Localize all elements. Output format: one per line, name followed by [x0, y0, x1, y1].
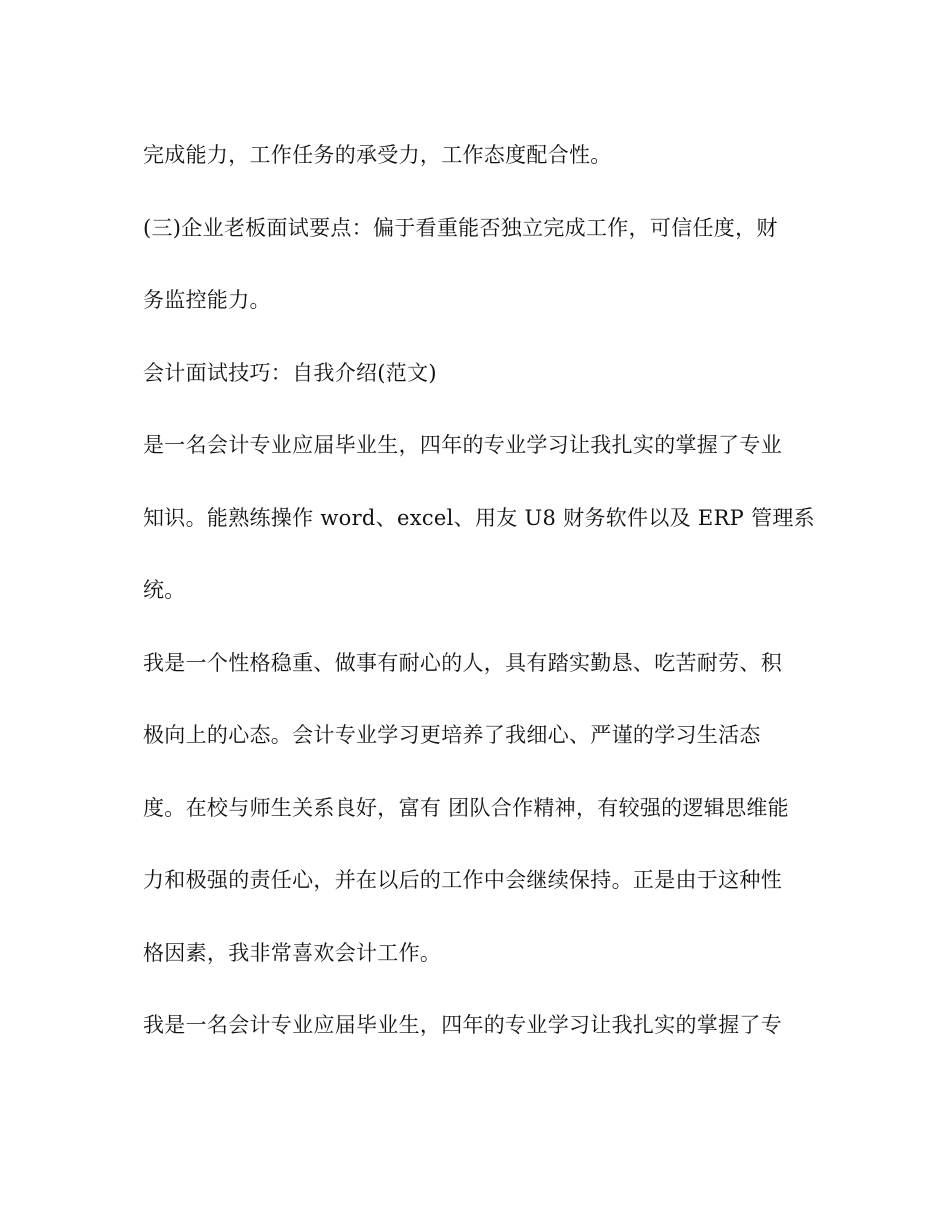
text-line: 务监控能力。 [143, 288, 271, 312]
text-line: 统。 [143, 578, 186, 602]
text-line: 极向上的心态。会计专业学习更培养了我细心、严谨的学习生活态 [143, 723, 761, 747]
section-heading: 会计面试技巧：自我介绍(范文) [143, 360, 437, 385]
text-line: 我是一个性格稳重、做事有耐心的人，具有踏实勤恳、吃苦耐劳、积 [143, 650, 782, 675]
text-line: 格因素，我非常喜欢会计工作。 [143, 940, 442, 965]
text-line: 力和极强的责任心，并在以后的工作中会继续保持。正是由于这种性 [143, 868, 782, 892]
text-line: 度。在校与师生关系良好，富有 团队合作精神，有较强的逻辑思维能 [143, 795, 789, 820]
text-line: 知识。能熟练操作 word、excel、用友 U8 财务软件以及 ERP 管理系 [143, 505, 815, 530]
text-line: 完成能力，工作任务的承受力，工作态度配合性。 [143, 143, 612, 167]
text-line: 我是一名会计专业应届毕业生，四年的专业学习让我扎实的掌握了专 [143, 1013, 782, 1037]
text-line: 是一名会计专业应届毕业生，四年的专业学习让我扎实的掌握了专业 [143, 433, 782, 457]
text-line: (三)企业老板面试要点：偏于看重能否独立完成工作，可信任度，财 [143, 215, 778, 240]
document-body [143, 135, 823, 1078]
